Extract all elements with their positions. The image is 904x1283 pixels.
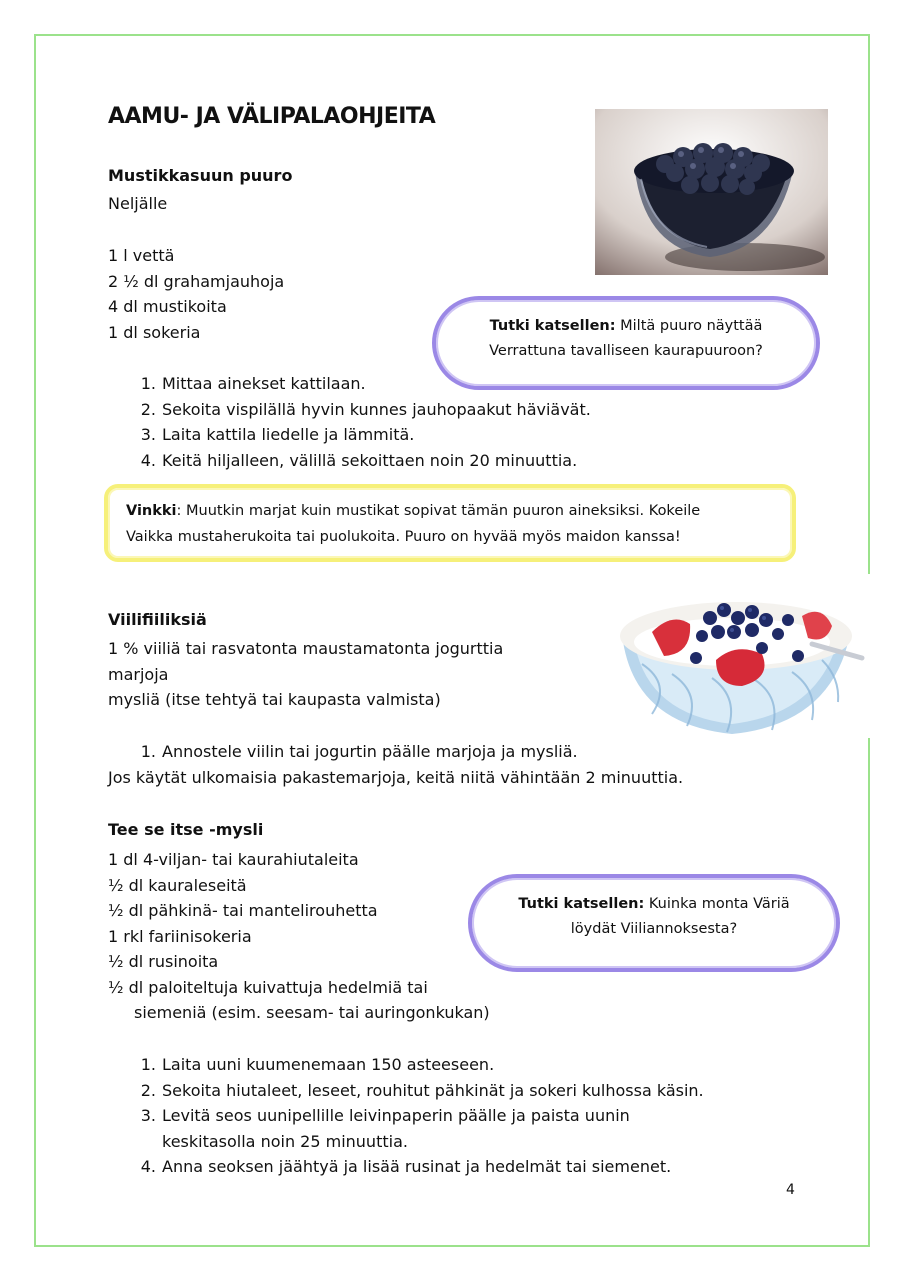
list-item: 4. Anna seoksen jäähtyä ja lisää rusinat ja hedelmät tai siemenet.: [140, 1157, 672, 1176]
ingredient-list: [108, 847, 490, 1026]
ingredient-item: marjoja: [108, 664, 169, 684]
ingredient-item: ½ dl pähkinä- tai mantelirouhetta: [108, 901, 378, 920]
bubble-label: Tutki katsellen:: [518, 896, 645, 912]
blueberry-bowl-photo: [595, 109, 828, 275]
list-item: 1. Laita uuni kuumenemaan 150 asteeseen.: [140, 1055, 495, 1074]
bubble-label: Tutki katsellen:: [489, 318, 616, 334]
step-list: [128, 1052, 704, 1180]
yogurt-bowl-photo: [612, 574, 870, 738]
ingredient-item: 1 % viiliä tai rasvatonta maustamatonta jogurttia: [108, 639, 504, 658]
ingredient-item: ½ dl rusinoita: [108, 952, 219, 971]
ingredient-item: mysliä (itse tehtyä tai kaupasta valmista): [108, 690, 441, 709]
ingredient-item: 1 l vettä: [108, 246, 175, 265]
ingredient-item: 4 dl mustikoita: [108, 297, 227, 316]
step-list: [128, 371, 591, 473]
list-item: 3. Levitä seos uunipellille leivinpaperin päälle ja paista uunin: [140, 1106, 630, 1125]
bubble-text: Verrattuna tavalliseen kaurapuuroon?: [489, 343, 763, 359]
ingredient-item: ½ dl kauraleseitä: [108, 875, 247, 895]
list-item: 1. Mittaa ainekset kattilaan.: [140, 374, 366, 393]
bubble-text: Miltä puuro näyttää: [615, 318, 763, 334]
tip-text: Vaikka mustaherukoita tai puolukoita. Puuro on hyvää myös maidon kanssa!: [126, 529, 681, 545]
list-item: 2. Sekoita vispilällä hyvin kunnes jauhopaakut häviävät.: [140, 399, 591, 419]
ingredient-item: 1 dl sokeria: [108, 322, 201, 342]
bubble-text: löydät Viiliannoksesta?: [570, 921, 738, 937]
ingredient-item: 2 ½ dl grahamjauhoja: [108, 271, 285, 291]
recipe-note: Jos käytät ulkomaisia pakastemarjoja, keitä niitä vähintään 2 minuuttia.: [108, 768, 684, 787]
tip-label: Vinkki: [126, 503, 177, 519]
page-title: AAMU- JA VÄLIPALAOHJEITA: [108, 104, 436, 129]
ingredient-item: 1 dl 4-viljan- tai kaurahiutaleita: [108, 850, 359, 869]
list-item: 2. Sekoita hiutaleet, leseet, rouhitut pähkinät ja sokeri kulhossa käsin.: [140, 1080, 704, 1100]
page-number: 4: [786, 1182, 795, 1198]
ingredient-item: ½ dl paloiteltuja kuivattuja hedelmiä tai: [108, 977, 428, 997]
tip-box: [104, 484, 796, 562]
ingredient-list: [108, 243, 284, 345]
tip-text: : Muutkin marjat kuin mustikat sopivat tämän puuron aineksiksi. Kokeile: [176, 503, 701, 519]
observe-bubble: [468, 874, 840, 972]
recipe-title: Tee se itse -mysli: [108, 820, 264, 839]
servings: Neljälle: [108, 194, 168, 213]
ingredient-item: 1 rkl fariinisokeria: [108, 926, 252, 946]
bubble-text: Kuinka monta Väriä: [644, 896, 790, 912]
list-item: 1. Annostele viilin tai jogurtin päälle marjoja ja mysliä.: [140, 742, 578, 761]
ingredient-list: [108, 636, 503, 713]
list-item: 3. Laita kattila liedelle ja lämmitä.: [140, 425, 415, 444]
recipe-title: Mustikkasuun puuro: [108, 166, 293, 185]
list-item-continuation: keskitasolla noin 25 minuuttia.: [162, 1131, 408, 1151]
list-item: 4. Keitä hiljalleen, välillä sekoittaen noin 20 minuuttia.: [140, 450, 578, 470]
ingredient-item: siemeniä (esim. seesam- tai auringonkukan): [134, 1003, 490, 1022]
recipe-title: Viilifiiliksiä: [108, 610, 207, 629]
